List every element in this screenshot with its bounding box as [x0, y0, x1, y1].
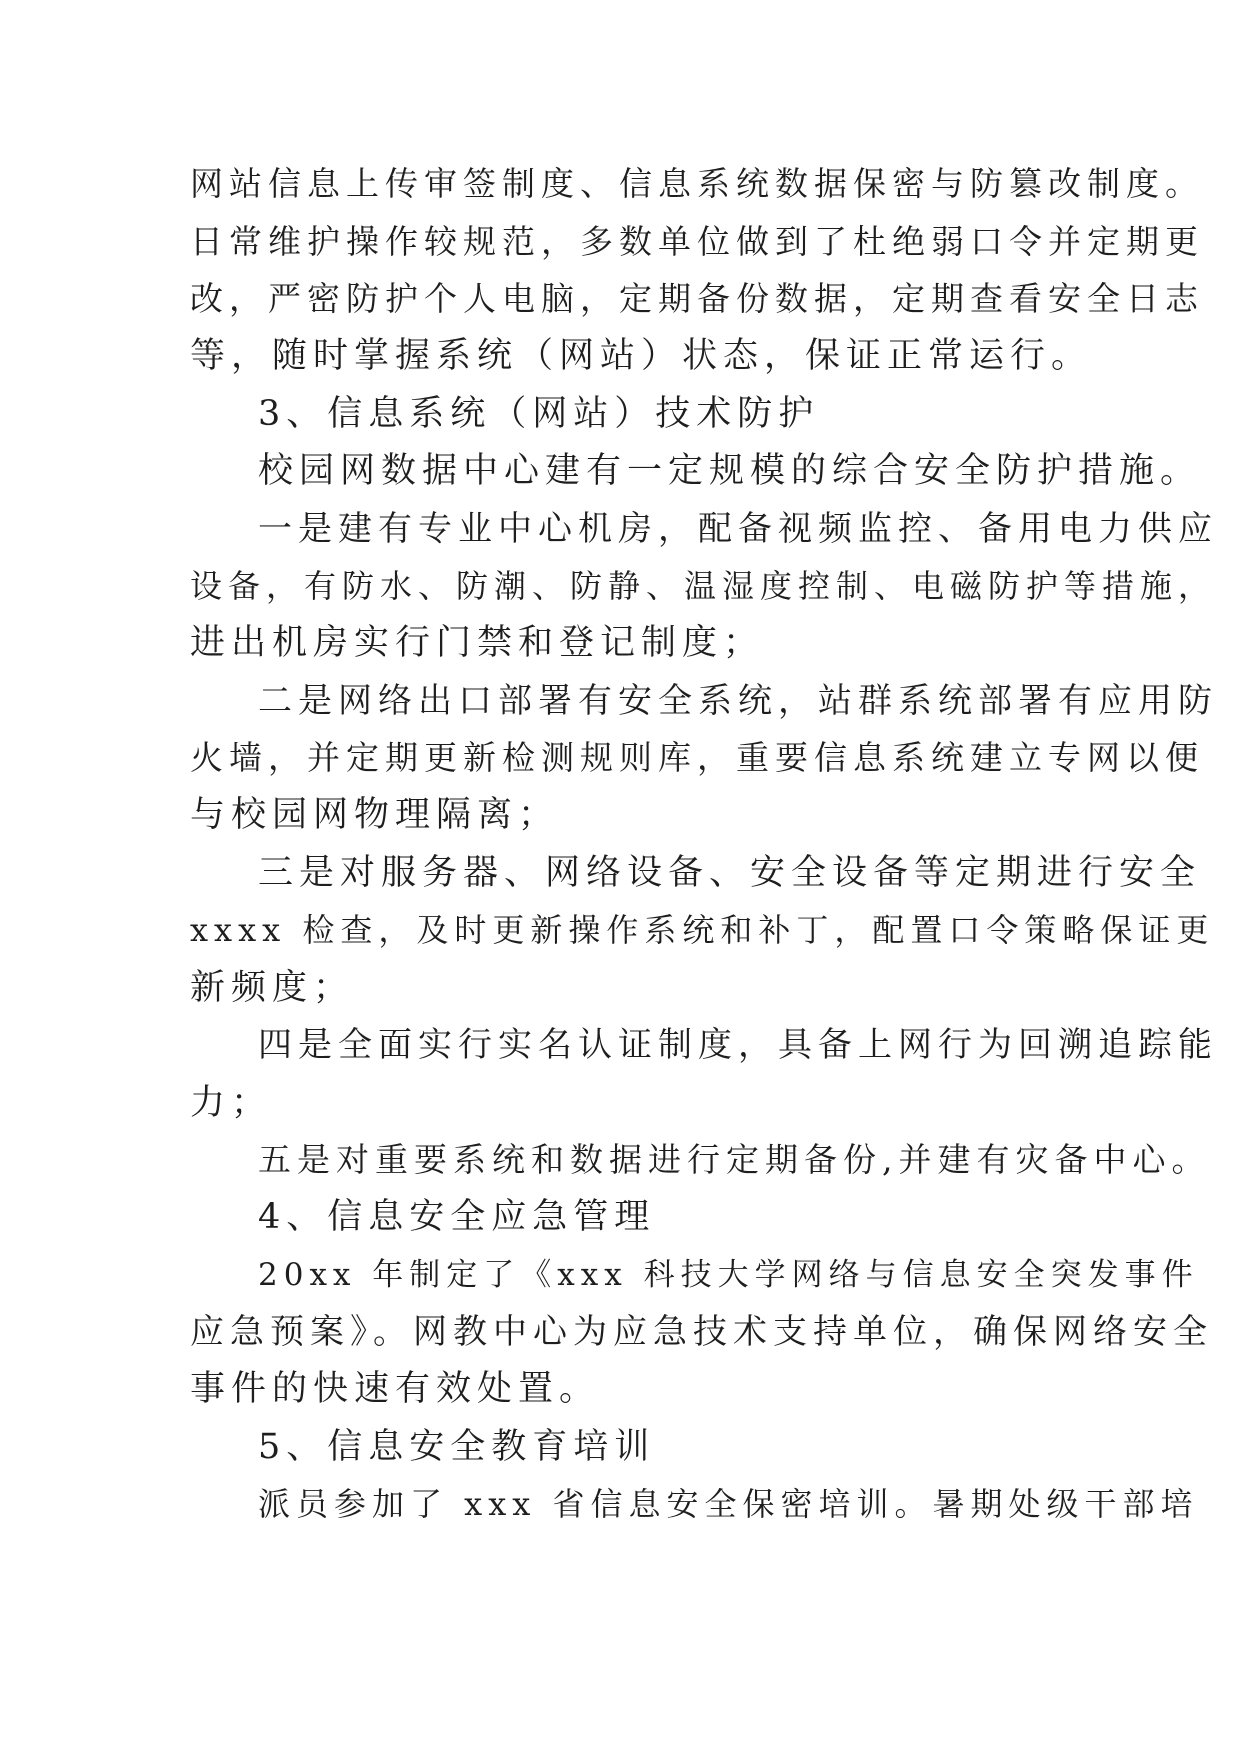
text-line: 三是对服务器、网络设备、安全设备等定期进行安全	[258, 853, 1202, 893]
text-line: 二是网络出口部署有安全系统，站群系统部署有应用防	[258, 681, 1218, 721]
text-line: 应急预案》。网教中心为应急技术支持单位，确保网络安全	[190, 1312, 1213, 1352]
section-heading: 5、信息安全教育培训	[258, 1427, 656, 1467]
text-line: 派员参加了 xxx 省信息安全保密培训。暑期处级干部培	[258, 1485, 1199, 1523]
text-line: 进出机房实行门禁和登记制度；	[190, 623, 765, 663]
text-line: 五是对重要系统和数据进行定期备份,并建有灾备中心。	[258, 1140, 1211, 1179]
text-line: 事件的快速有效处置。	[190, 1369, 601, 1409]
section-heading: 4、信息安全应急管理	[258, 1197, 656, 1237]
text-line: 校园网数据中心建有一定规模的综合安全防护措施。	[258, 451, 1202, 491]
section-heading: 3、信息系统（网站）技术防护	[258, 394, 820, 434]
text-line: 新频度；	[190, 968, 355, 1008]
text-line: 改，严密防护个人电脑，定期备份数据，定期查看安全日志	[190, 279, 1204, 318]
text-line: 设备，有防水、防潮、防静、温湿度控制、电磁防护等措施，	[190, 567, 1217, 605]
text-line: 力；	[190, 1083, 273, 1123]
text-line: xxxx 检查，及时更新操作系统和补丁，配置口令策略保证更	[190, 911, 1215, 949]
text-line: 日常维护操作较规范，多数单位做到了杜绝弱口令并定期更	[190, 222, 1204, 261]
text-line: 等，随时掌握系统（网站）状态，保证正常运行。	[190, 336, 1093, 376]
text-line: 一是建有专业中心机房，配备视频监控、备用电力供应	[258, 509, 1218, 549]
text-line: 火墙，并定期更新检测规则库，重要信息系统建立专网以便	[190, 738, 1204, 777]
text-line: 20xx 年制定了《xxx 科技大学网络与信息安全突发事件	[258, 1257, 1199, 1293]
text-line: 与校园网物理隔离；	[190, 795, 560, 835]
text-line: 四是全面实行实名认证制度，具备上网行为回溯追踪能	[258, 1025, 1218, 1065]
text-line: 网站信息上传审签制度、信息系统数据保密与防篡改制度。	[190, 164, 1204, 203]
